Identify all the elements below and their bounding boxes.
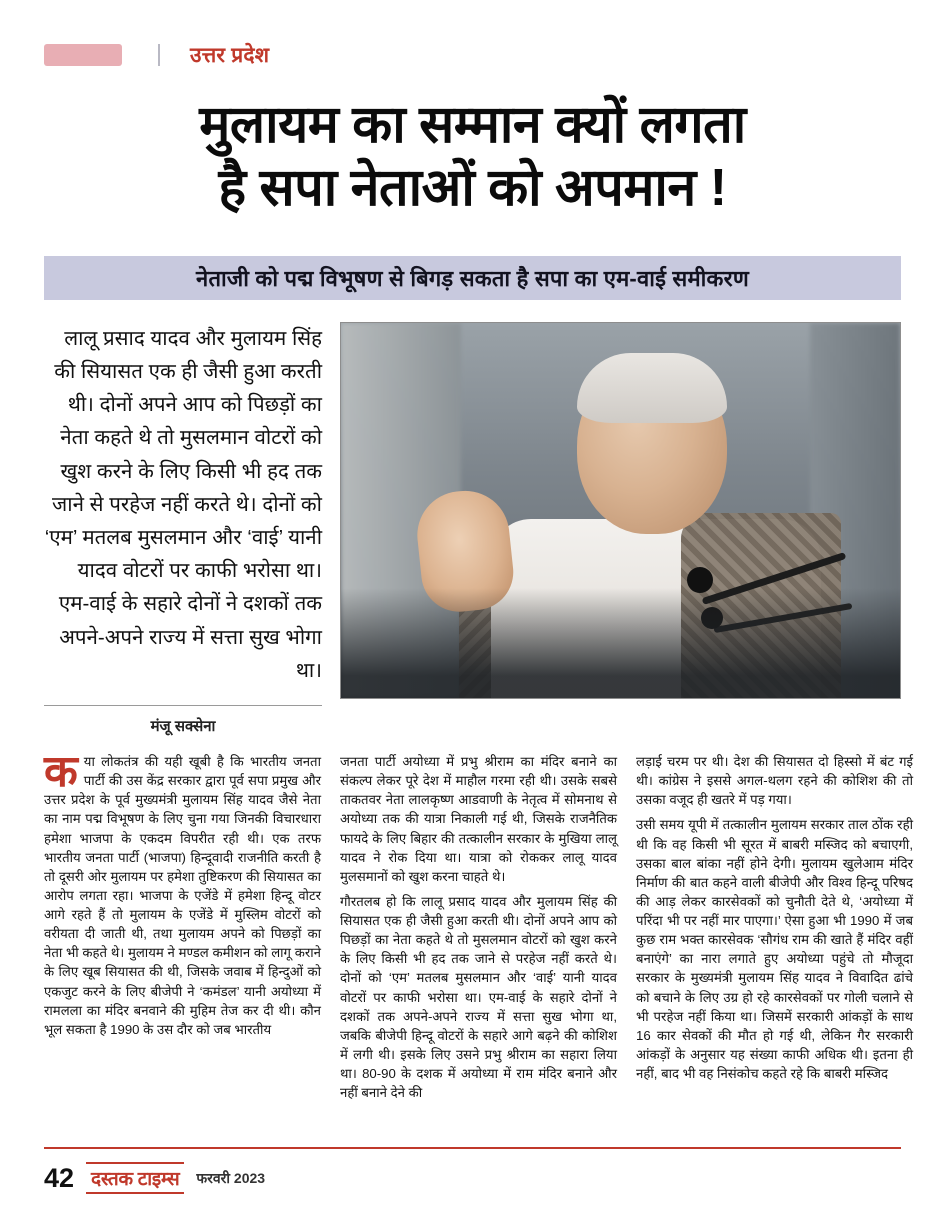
paragraph	[44, 746, 321, 1039]
issue-date: फरवरी 2023	[196, 1169, 266, 1186]
kicker-row	[44, 38, 901, 72]
body-column-2	[340, 752, 617, 1109]
paragraph: उसी समय यूपी में तत्कालीन मुलायम सरकार ताल ठोंक रही थी कि वह किसी भी सूरत में बाबरी मस्जिद को बचाएगी, उसका बाल बांका नहीं होने देगी। मुलायम खुलेआम मंदिर निर्माण की बात कहने वाली बीजेपी और विश्व हिन्दू परिषद की आड़ लेकर कारसेवकों को चुनौती देते थे, ‘अयोध्या में परिंदा भी पर नहीं मार पाएगा।’ ऐसा हुआ भी 1990 में जब कुछ राम भक्त कारसेवक ‘सौगंध राम की खाते हैं मंदिर वहीं बनाएंगे’ का नारा लगाते हुए अयोध्या पहुंचे तो मौजूदा सरकार के मुख्यमंत्री मुलायम सिंह यादव ने विवादित ढांचे को बचाने के लिए उग्र हो रहे कारसेवकों पर गोली चलाने से भी परहेज नहीं किया था। जिसमें सरकारी आंकड़ों के साथ 16 कार सेवकों की मौत हो गई थी, लेकिन गैर सरकारी आंकड़ों के अनुसार यह संख्या काफी अधिक थी। इतना ही नहीं, बाद भी वह निसंकोच कहते रहे कि बाबरी मस्जिद	[636, 817, 913, 1082]
page-number: 42	[44, 1162, 75, 1193]
photo-subject-hair	[577, 353, 727, 423]
paragraph: जनता पार्टी अयोध्या में प्रभु श्रीराम का मंदिर बनाने का संकल्प लेकर पूरे देश में माहौल गरमा रही थी। उसके सबसे ताकतवर नेता लालकृष्ण आडवाणी के नेतृत्व में सोमनाथ से अयोध्या तक की यात्रा निकाली गई थी, जिसके राजनैतिक फायदे के लिए बिहार की तत्कालीन सरकार के मुखिया लालू यादव ने रोक दिया था। यात्रा को रोककर लालू यादव मुलसमानों को खुश करना चाहते थे।	[340, 753, 617, 884]
headline-line-2: है सपा नेताओं को अपमान !	[218, 159, 727, 218]
paragraph-text: या लोकतंत्र की यही खूबी है कि भारतीय जनता पार्टी की उस केंद्र सरकार द्वारा पूर्व सपा प्रमुख और उत्तर प्रदेश के पूर्व मुख्यमंत्री मुलायम सिंह यादव जैसे नेता का नाम पद्म विभूषण के लिए चुना गया जिनकी विचारधारा हमेशा भाजपा के एकदम विपरीत रही थी। एक तरफ भारतीय जनता पार्टी (भाजपा) हिन्दूवादी राजनीति करती है तो दूसरी ओर मुलायम पर हमेशा तुष्टिकरण की सियासत का आरोप लगता रहा। भाजपा के एजेंडे में हमेशा हिन्दू वोटर आगे रहते हैं तो मुलायम के एजेंडे में मुस्लिम वोटरों को वरीयता दी जाती थी, तथा मुलायम अपने को पिछड़ों का नेता भी कहते थे। मुलायम ने मण्डल कमीशन को लागू कराने के लिए खूब सियासत की थी, जिसके जवाब में हिन्दुओं को एकजुट करने के लिए बीजेपी ने ‘कमंडल’ यानी अयोध्या में रामलला का मंदिर बनवाने की मुहिम तेज कर दी थी। कौन भूल सकता है 1990 के उस दौर को जब भारतीय	[44, 753, 321, 1037]
page-title	[44, 94, 901, 221]
page-footer	[44, 1147, 901, 1201]
intro-paragraph: लालू प्रसाद यादव और मुलायम सिंह की सियासत एक ही जैसी हुआ करती थी। दोनों अपने आप को पिछड़ों का नेता कहते थे तो मुसलमान वोटरों को खुश करने के लिए किसी भी हद तक जाने से परहेज नहीं करते थे। दोनों को ‘एम’ मतलब मुसलमान और ‘वाई’ यानी यादव वोटरों पर काफी भरोसा था। एम-वाई के सहारे दोनों ने दशकों तक अपने-अपने राज्य में सत्ता सुख भोगा था।	[44, 326, 322, 682]
magazine-logo: दस्तक टाइम्स	[86, 1162, 184, 1194]
paragraph: गौरतलब हो कि लालू प्रसाद यादव और मुलायम सिंह की सियासत एक ही जैसी हुआ करती थी। दोनों अपने आप को पिछड़ों का नेता कहते थे तो मुसलमान वोटरों को खुश करने के लिए किसी भी हद तक जाने से परहेज नहीं करते थे। दोनों को ‘एम’ मतलब मुसलमान और ‘वाई’ यानी यादव वोटरों पर काफी भरोसा था। एम-वाई के सहारे दोनों ने दशकों तक अपने-अपने राज्य में सत्ता सुख भोगा था, जबकि बीजेपी हिन्दू वोटरों के सहारे आगे बढ़ने की कोशिश में लगी थी। इसके लिए उसने प्रभु श्रीराम का सहारा लिया था। 80-90 के दशक में अयोध्या में राम मंदिर बनाने और नहीं बनाने देने की	[340, 893, 617, 1101]
kicker-color-bar	[44, 44, 122, 66]
subhead-text: नेताजी को पद्म विभूषण से बिगड़ सकता है सपा का एम-वाई समीकरण	[196, 265, 749, 291]
headline-line-1: मुलायम का सम्मान क्यों लगता	[199, 96, 746, 154]
article-photo	[340, 322, 901, 699]
intro-and-photo	[44, 322, 901, 736]
photo-bottom-shade	[341, 588, 900, 698]
intro-column	[44, 322, 322, 736]
paragraph: लड़ाई चरम पर थी। देश की सियासत दो हिस्सो में बंट गई थी। कांग्रेस ने इससे अगल-थलग रहने की कोशिश की तो उसका वजूद ही खतरे में पड़ गया।	[636, 753, 913, 808]
body-column-1	[44, 746, 321, 1109]
section-label: उत्तर प्रदेश	[190, 44, 270, 67]
kicker-divider	[158, 44, 160, 66]
body-column-3	[636, 752, 913, 1109]
drop-cap: क	[44, 746, 78, 796]
body-columns	[44, 746, 913, 1109]
subhead-banner	[44, 256, 901, 300]
byline: मंजू सक्सेना	[44, 705, 322, 736]
